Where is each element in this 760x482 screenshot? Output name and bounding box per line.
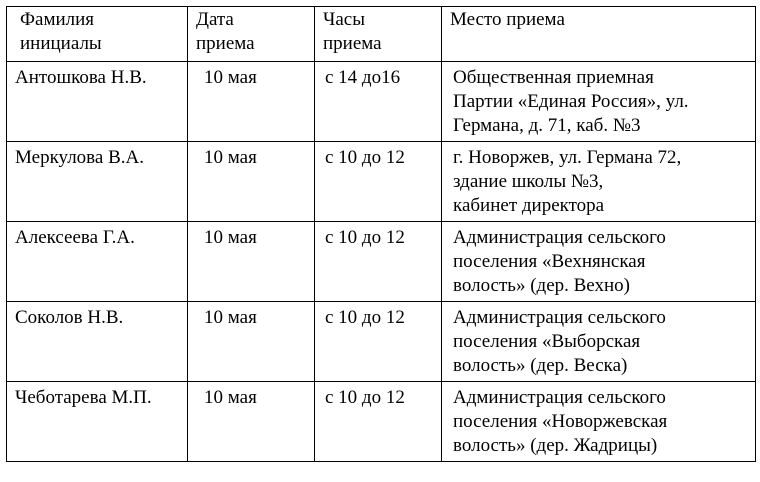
cell-name: Соколов Н.В. <box>7 302 188 382</box>
table-row <box>7 222 756 302</box>
table-row <box>7 302 756 382</box>
table-header-row <box>7 7 756 62</box>
cell-time: с 10 до 12 <box>315 222 442 302</box>
cell-name: Антошкова Н.В. <box>7 62 188 142</box>
header-time: Часы приема <box>315 7 442 62</box>
cell-place: Администрация сельского поселения «Выборская волость» (дер. Веска) <box>442 302 756 382</box>
cell-place: Общественная приемная Партии «Единая Россия», ул. Германа, д. 71, каб. №3 <box>442 62 756 142</box>
cell-time: с 10 до 12 <box>315 142 442 222</box>
cell-place: Администрация сельского поселения «Вехнянская волость» (дер. Вехно) <box>442 222 756 302</box>
header-name: Фамилия инициалы <box>7 7 188 62</box>
cell-date: 10 мая <box>188 302 315 382</box>
cell-name: Алексеева Г.А. <box>7 222 188 302</box>
cell-date: 10 мая <box>188 142 315 222</box>
cell-date: 10 мая <box>188 222 315 302</box>
cell-place: г. Новоржев, ул. Германа 72, здание школы №3, кабинет директора <box>442 142 756 222</box>
cell-name: Меркулова В.А. <box>7 142 188 222</box>
header-place: Место приема <box>442 7 756 62</box>
cell-date: 10 мая <box>188 382 315 462</box>
cell-time: с 14 до16 <box>315 62 442 142</box>
cell-date: 10 мая <box>188 62 315 142</box>
table-row <box>7 142 756 222</box>
header-date: Дата приема <box>188 7 315 62</box>
table-row <box>7 62 756 142</box>
table-row <box>7 382 756 462</box>
cell-time: с 10 до 12 <box>315 302 442 382</box>
cell-time: с 10 до 12 <box>315 382 442 462</box>
reception-schedule-table <box>6 6 756 462</box>
cell-name: Чеботарева М.П. <box>7 382 188 462</box>
cell-place: Администрация сельского поселения «Новоржевская волость» (дер. Жадрицы) <box>442 382 756 462</box>
